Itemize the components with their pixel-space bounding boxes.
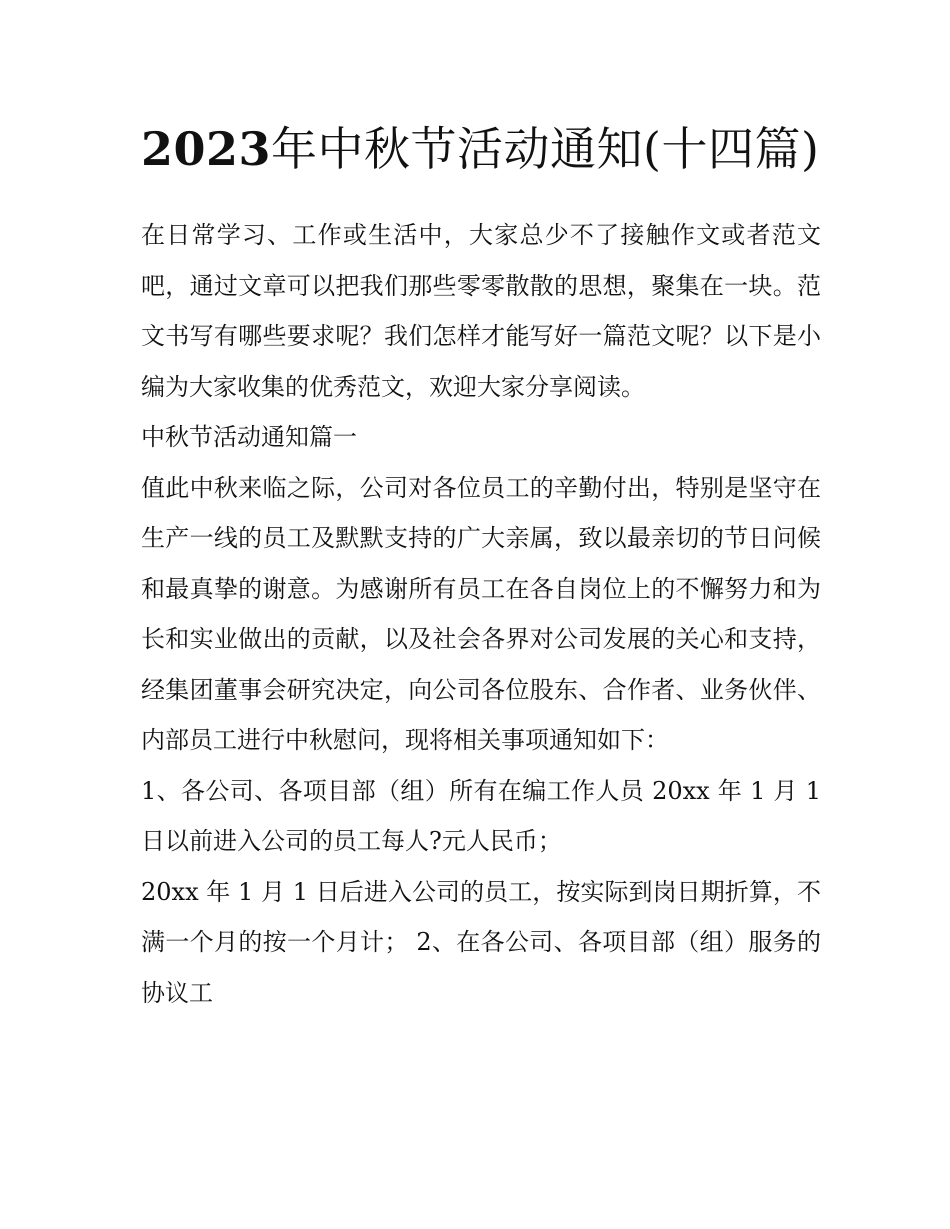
document-content bbox=[141, 112, 821, 1018]
section-heading: 中秋节活动通知篇一 bbox=[141, 423, 357, 451]
title-year: 2023 bbox=[141, 122, 272, 176]
notice-paragraph: 值此中秋来临之际，公司对各位员工的辛勤付出，特别是坚守在生产一线的员工及默默支持的广大亲属，致以最亲切的节日问候和最真挚的谢意。为感谢所有员工在各自岗位上的不懈努力和为长和实业做出的贡献，以及社会各界对公司发展的关心和支持，经集团董事会研究决定，向公司各位股东、合作者、业务伙伴、内部员工进行中秋慰问，现将相关事项通知如下： bbox=[141, 473, 821, 754]
document-title bbox=[141, 112, 821, 186]
item-2-paragraph: 20xx 年 1 月 1 日后进入公司的员工，按实际到岗日期折算，不满一个月的按一个月计； 2、在各公司、各项目部（组）服务的协议工 bbox=[141, 877, 821, 1007]
item-1-paragraph: 1、各公司、各项目部（组）所有在编工作人员 20xx 年 1 月 1 日以前进入公司的员工每人?元人民币； bbox=[141, 776, 821, 855]
intro-paragraph: 在日常学习、工作或生活中，大家总少不了接触作文或者范文吧，通过文章可以把我们那些零零散散的思想，聚集在一块。范文书写有哪些要求呢？我们怎样才能写好一篇范文呢？以下是小编为大家收集的优秀范文，欢迎大家分享阅读。 bbox=[141, 221, 821, 401]
title-text: 年中秋节活动通知(十四篇) bbox=[271, 122, 820, 176]
document-body bbox=[141, 210, 821, 1018]
